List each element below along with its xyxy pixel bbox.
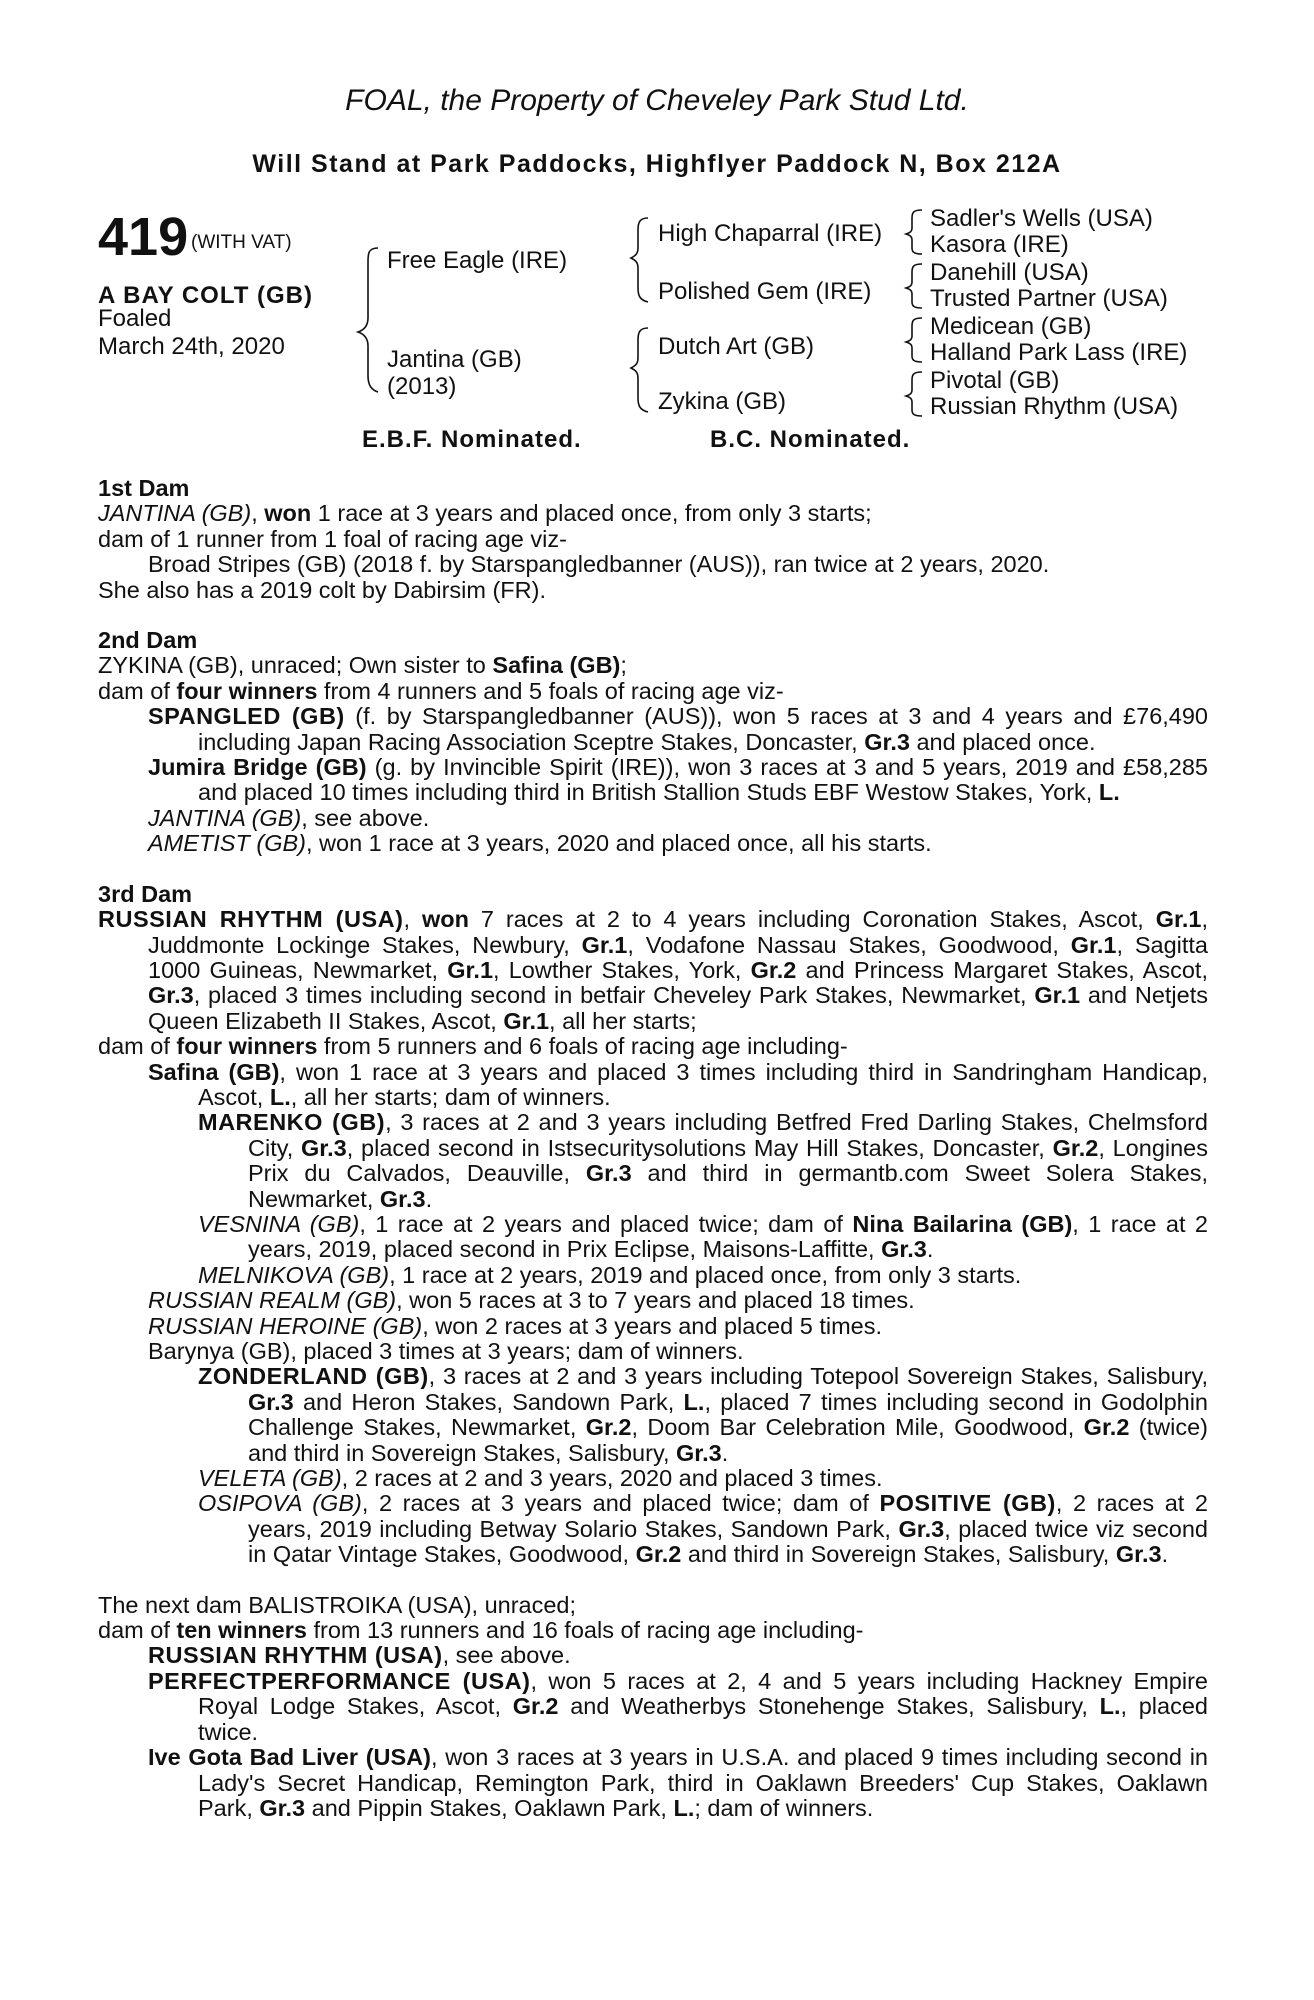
text: , 3 races at 2 and 3 years including Totepool Sovereign Stakes, Salisbury, [428,1363,1209,1390]
horse-name: Safina (GB) [492,652,621,679]
grade: Gr.2 [585,1414,632,1441]
pedigree-dam-sire: Dutch Art (GB) [658,333,815,360]
third-dam-heading: 3rd Dam [98,880,193,907]
produce-entry [98,1491,1208,1567]
horse-name: RUSSIAN RHYTHM (USA) [148,1642,443,1669]
text: (g. by Invincible Spirit (IRE)), won 3 races at 3 and 5 years, 2019 and £58,285 and placed 10 times including third in British Stallion Studs EBF Westow Stakes, York, [198,754,1208,806]
horse-name: Ive Gota Bad Liver (USA) [148,1744,431,1771]
text: . [425,1185,433,1212]
horse-name: RUSSIAN HEROINE (GB) [148,1312,423,1339]
text: , Longines Prix du Calvados, Deauville, [248,1134,1208,1187]
grade: Gr.1 [1155,906,1202,933]
text: . [1161,1541,1169,1568]
horse-name: VELETA (GB) [198,1465,342,1492]
produce-entry: Barynya (GB), placed 3 times at 3 years; dam of winners. [148,1338,744,1364]
horse-name: JANTINA (GB) [148,804,302,831]
text: , Sagitta 1000 Guineas, Newmarket, [148,931,1208,983]
text: , 2 races at 2 and 3 years, 2020 and placed 3 times. [341,1465,883,1492]
text: (twice) and third in Sovereign Stakes, Salisbury, [248,1414,1208,1466]
grade: Gr.3 [864,728,910,755]
text: , see above. [301,804,430,831]
grade: Gr.2 [1052,1134,1099,1161]
grade: Gr.3 [676,1439,722,1466]
text: 1 race at 3 years and placed once, from only 3 starts; [311,500,872,527]
text: and third in Sovereign Stakes, Salisbury, [681,1541,1116,1568]
text: ; dam of winners. [694,1794,874,1821]
text: , Doom Bar Celebration Mile, Goodwood, [631,1414,1084,1441]
first-dam-note: She also has a 2019 colt by Dabirsim (FR). [98,576,546,603]
horse-name: JANTINA (GB) [98,500,252,527]
produce-entry [98,1466,1208,1491]
horse-name: Nina Bailarina (GB) [852,1210,1073,1237]
pedigree-dsd: Halland Park Lass (IRE) [930,339,1188,366]
produce-entry [98,704,1208,755]
second-dam-heading: 2nd Dam [98,627,198,654]
produce-entry [98,1643,1208,1668]
text: , Lowther Stakes, York, [493,956,751,983]
second-dam-line [98,653,1208,678]
grade: Gr.1 [1034,982,1081,1009]
horse-name: RUSSIAN RHYTHM (USA) [98,906,404,933]
horse-name: OSIPOVA (GB) [198,1490,362,1517]
horse-name: PERFECTPERFORMANCE (USA) [148,1667,531,1694]
text: , won 1 race at 3 years and placed 3 times including third in Sandringham Handicap, Ascot, [198,1058,1208,1110]
pedigree-ssd: Kasora (IRE) [930,231,1069,258]
grade: Gr.1 [447,956,494,983]
produce-entry [98,1110,1208,1212]
pedigree-dam-dam: Zykina (GB) [658,388,787,415]
grade: Gr.3 [259,1794,306,1821]
text: , Vodafone Nassau Stakes, Goodwood, [627,931,1071,958]
winners-count: four winners [176,677,318,704]
pedigree-sire-dam: Polished Gem (IRE) [658,278,872,305]
text: , won 3 races at 3 years in U.S.A. and placed 9 times including second in Lady's Secret Handicap, Remington Park, third in Oaklawn Breeders' Cup Stakes, Oaklawn Park, [198,1744,1208,1821]
won-label: won [264,500,312,527]
text: from 5 runners and 6 foals of racing age including- [317,1033,848,1060]
pedigree-dam: Jantina (GB) [387,346,522,373]
text: , 1 race at 2 years, 2019, placed second in Prix Eclipse, Maisons-Laffitte, [248,1210,1208,1263]
text: , won 5 races at 2, 4 and 5 years including Hackney Empire Royal Lodge Stakes, Ascot, [198,1667,1208,1720]
third-dam-produce-line [98,1034,1208,1059]
vat-note: (WITH VAT) [191,232,292,253]
grade: Gr.3 [585,1160,632,1187]
pedigree-dss: Medicean (GB) [930,313,1092,340]
pedigree-dam-year: (2013) [387,373,457,400]
grade: L. [1099,1693,1121,1720]
grade: L. [683,1388,705,1415]
winners-count: ten winners [176,1617,307,1644]
pedigree-dds: Pivotal (GB) [930,367,1060,394]
pedigree-sss: Sadler's Wells (USA) [930,205,1153,232]
lot-number: 419 [98,207,189,267]
foaled-label: Foaled [98,305,172,332]
catalogue-body [98,476,1208,1821]
text: dam of [98,677,177,704]
text: , 1 race at 2 years and placed twice; dam of [359,1210,853,1237]
first-dam-line [98,501,1208,526]
text: , placed 3 times including second in betfair Cheveley Park Stakes, Newmarket, [193,982,1035,1009]
grade: L. [269,1083,291,1110]
horse-name: VESNINA (GB) [198,1210,360,1237]
produce-entry [98,831,1208,856]
produce-entry [98,1669,1208,1745]
text: , won 5 races at 3 to 7 years and placed 18 times. [396,1287,915,1314]
text: dam of [98,1617,177,1644]
horse-name: POSITIVE (GB) [879,1490,1056,1517]
grade: Gr.2 [1083,1414,1130,1441]
horse-name: ZONDERLAND (GB) [198,1363,429,1390]
horse-name: Jumira Bridge (GB) [148,754,367,781]
next-dam-line: The next dam BALISTROIKA (USA), unraced; [98,1591,577,1618]
horse-name: AMETIST (GB) [148,830,306,857]
text: , placed second in Istsecuritysolutions May Hill Stakes, Doncaster, [346,1134,1053,1161]
text: , won 2 races at 3 years and placed 5 times. [422,1312,883,1339]
text: , [251,500,265,527]
text: , see above. [442,1642,571,1669]
grade: Gr.2 [750,956,797,983]
horse-name: MARENKO (GB) [198,1109,386,1136]
next-dam-produce-line [98,1618,1208,1643]
text: dam of [98,1033,177,1060]
text: and placed once. [909,728,1096,755]
text: , placed twice. [198,1693,1208,1745]
grade: Gr.3 [881,1236,927,1263]
first-dam-heading: 1st Dam [98,475,190,501]
pedigree-sdd: Trusted Partner (USA) [930,285,1168,312]
horse-name: RUSSIAN REALM (GB) [148,1287,397,1314]
grade: Gr.3 [379,1185,426,1212]
text: , placed twice viz second in Qatar Vintage Stakes, Goodwood, [248,1515,1208,1568]
grade: Gr.3 [1115,1541,1162,1568]
ebf-nominated: E.B.F. Nominated. [362,426,582,453]
text: and Heron Stakes, Sandown Park, [293,1388,684,1415]
text: , all her starts; dam of winners. [290,1083,611,1110]
text: ; [620,652,627,679]
grade: Gr.1 [581,931,628,958]
produce-entry [98,1745,1208,1821]
grade: Gr.3 [301,1134,347,1161]
produce-entry [98,1212,1208,1263]
text: , 1 race at 2 years, 2019 and placed once, from only 3 starts. [389,1261,1022,1288]
text: , won 1 race at 3 years, 2020 and placed once, all his starts. [305,830,932,857]
text: from 4 runners and 5 foals of racing age viz- [317,677,784,704]
pedigree-ddd: Russian Rhythm (USA) [930,393,1179,420]
text: and Netjets Queen Elizabeth II Stakes, Ascot, [148,982,1208,1034]
text: ZYKINA (GB), unraced; Own sister to [98,652,493,679]
third-dam-entry [98,907,1208,1034]
text: , 2 races at 3 years and placed twice; dam of [361,1490,880,1517]
won-label: won [421,906,469,933]
text: and third in germantb.com Sweet Solera Stakes, Newmarket, [248,1160,1208,1212]
text: , 2 races at 2 years, 2019 including Betway Solario Stakes, Sandown Park, [248,1490,1208,1542]
text: and Pippin Stakes, Oaklawn Park, [305,1794,674,1821]
grade: Gr.1 [503,1007,550,1034]
text: , placed 7 times including second in Godolphin Challenge Stakes, Newmarket, [248,1388,1208,1441]
produce-entry [98,1314,1208,1339]
text: . [926,1236,934,1263]
second-dam-produce-line [98,679,1208,704]
stand-location: Will Stand at Park Paddocks, Highflyer Paddock N, Box 212A [252,150,1062,178]
produce-entry [98,1263,1208,1288]
text: , [403,906,422,933]
horse-name: Safina (GB) [148,1058,280,1085]
horse-name: SPANGLED (GB) [148,703,345,730]
grade: Gr.2 [635,1541,682,1568]
foaled-date: March 24th, 2020 [98,333,285,360]
text: and Princess Margaret Stakes, Ascot, [796,956,1208,983]
winners-count: four winners [176,1033,318,1060]
grade: Gr.3 [148,982,194,1009]
grade: Gr.3 [898,1515,945,1542]
produce-entry [98,806,1208,831]
grade: Gr.3 [248,1388,294,1415]
first-dam-produce-line: dam of 1 runner from 1 foal of racing age viz- [98,525,567,552]
produce-entry [98,755,1208,806]
bc-nominated: B.C. Nominated. [710,426,911,453]
text: from 13 runners and 16 foals of racing age including- [306,1617,864,1644]
text: . [721,1439,729,1466]
foal-owner-title: FOAL, the Property of Cheveley Park Stud Ltd. [345,84,969,117]
produce-entry [98,1060,1208,1111]
text: and Weatherbys Stonehenge Stakes, Salisbury, [558,1693,1100,1720]
produce-entry: Broad Stripes (GB) (2018 f. by Starspangledbanner (AUS)), ran twice at 2 years, 2020. [148,551,1050,578]
pedigree-sire: Free Eagle (IRE) [387,247,568,274]
pedigree-sire-sire: High Chaparral (IRE) [658,220,883,247]
lot-sex: A BAY COLT (GB) [98,282,314,309]
grade: L. [1098,779,1120,806]
text: 7 races at 2 to 4 years including Coronation Stakes, Ascot, [468,906,1156,933]
text: , all her starts; [549,1007,697,1034]
text: , Juddmonte Lockinge Stakes, Newbury, [148,906,1209,958]
produce-entry [98,1288,1208,1313]
grade: L. [673,1794,695,1821]
pedigree-sds: Danehill (USA) [930,259,1089,286]
horse-name: MELNIKOVA (GB) [198,1261,390,1288]
grade: Gr.1 [1070,931,1117,958]
produce-entry [98,1364,1208,1466]
text: , 3 races at 2 and 3 years including Betfred Fred Darling Stakes, Chelmsford City, [248,1109,1209,1161]
grade: Gr.2 [512,1693,559,1720]
text: (f. by Starspangledbanner (AUS)), won 5 races at 3 and 4 years and £76,490 including Japan Racing Association Sceptre Stakes, Doncaster, [198,703,1209,755]
